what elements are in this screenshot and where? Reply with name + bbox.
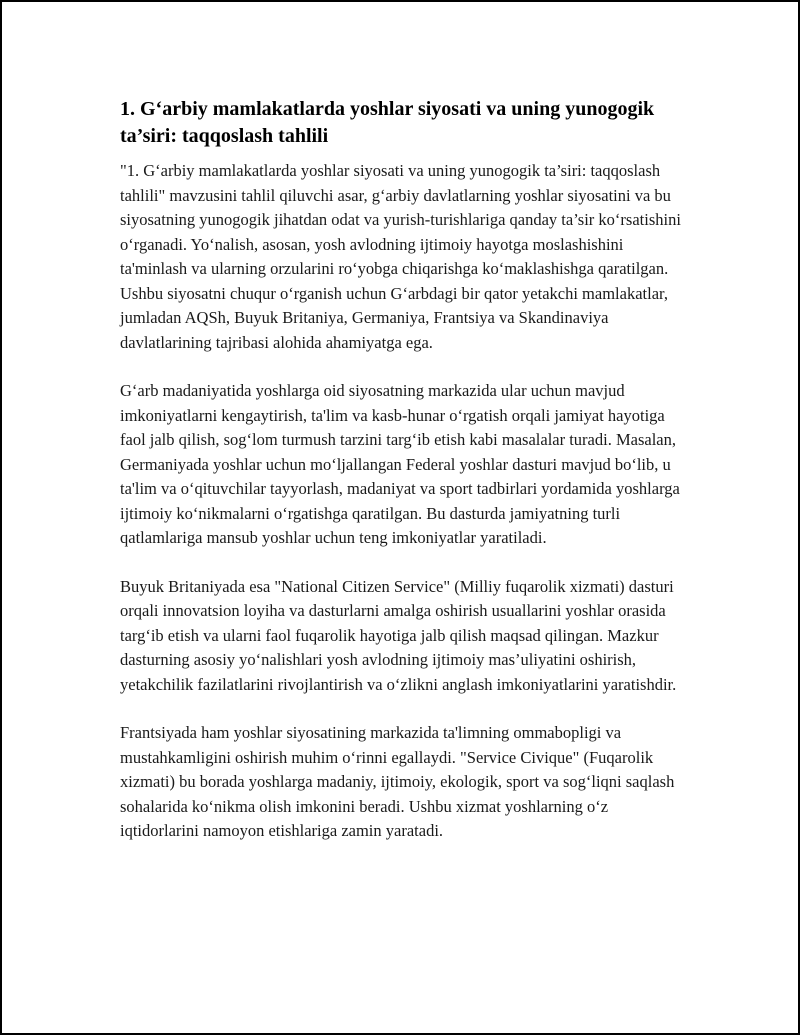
paragraph-germany: G‘arb madaniyatida yoshlarga oid siyosatning markazida ular uchun mavjud imkoniyatlarni kengaytirish, ta'lim va kasb-hunar o‘rgatish orqali jamiyat hayotiga faol jalb qilish, sog‘lom turmush tarzini targ‘ib etish kabi masalalar turadi. Masalan, Germaniyada yoshlar uchun mo‘ljallangan Federal yoshlar dasturi mavjud bo‘lib, u ta'lim va o‘qituvchilar tayyorlash, madaniyat va sport tadbirlari yordamida yoshlarga ijtimoiy ko‘nikmalarni o‘rgatishga qaratilgan. Bu dasturda jamiyatning turli qatlamlariga mansub yoshlar uchun teng imkoniyatlar yaratiladi. [120,381,680,547]
paragraph-intro: "1. G‘arbiy mamlakatlarda yoshlar siyosati va uning yunogogik ta’siri: taqqoslash tahlili" mavzusini tahlil qiluvchi asar, g‘arbiy davlatlarning yoshlar siyosatini va bu siyosatning yunogogik jihatdan odat va yurish-turishlariga qanday ta’sir ko‘rsatishini o‘rganadi. Yo‘nalish, asosan, yosh avlodning ijtimoiy hayotga moslashishini ta'minlash va ularning orzularini ro‘yobga chiqarishga ko‘maklashishga qaratilgan. Ushbu siyosatni chuqur o‘rganish uchun G‘arbdagi bir qator yetakchi mamlakatlar, jumladan AQSh, Buyuk Britaniya, Germaniya, Frantsiya va Skandinaviya davlatlarining tajribasi alohida ahamiyatga ega. [120,161,681,352]
paragraph-britain: Buyuk Britaniyada esa "National Citizen Service" (Milliy fuqarolik xizmati) dasturi orqali innovatsion loyiha va dasturlarni amalga oshirish usuallarini yoshlar orasida targ‘ib etish va ularni faol fuqarolik hayotiga jalb qilish maqsad qilingan. Mazkur dasturning asosiy yo‘nalishlari yosh avlodning ijtimoiy mas’uliyatini oshirish, yetakchilik fazilatlarini rivojlantirish va o‘zlikni anglash imkoniyatlarini yaratishdir. [120,576,677,694]
section-heading: 1. G‘arbiy mamlakatlarda yoshlar siyosati va uning yunogogik ta’siri: taqqoslash tahlili [120,98,655,147]
paragraph-france: Frantsiyada ham yoshlar siyosatining markazida ta'limning ommabopligi va mustahkamligini oshirish muhim o‘rinni egallaydi. "Service Civique" (Fuqarolik xizmati) bu borada yoshlarga madaniy, ijtimoiy, ekologik, sport va sog‘liqni saqlash sohalarida ko‘nikma olish imkonini beradi. Ushbu xizmat yoshlarning o‘z iqtidorlarini namoyon etishlariga zamin yaratadi. [120,723,675,840]
document-body [120,96,690,868]
